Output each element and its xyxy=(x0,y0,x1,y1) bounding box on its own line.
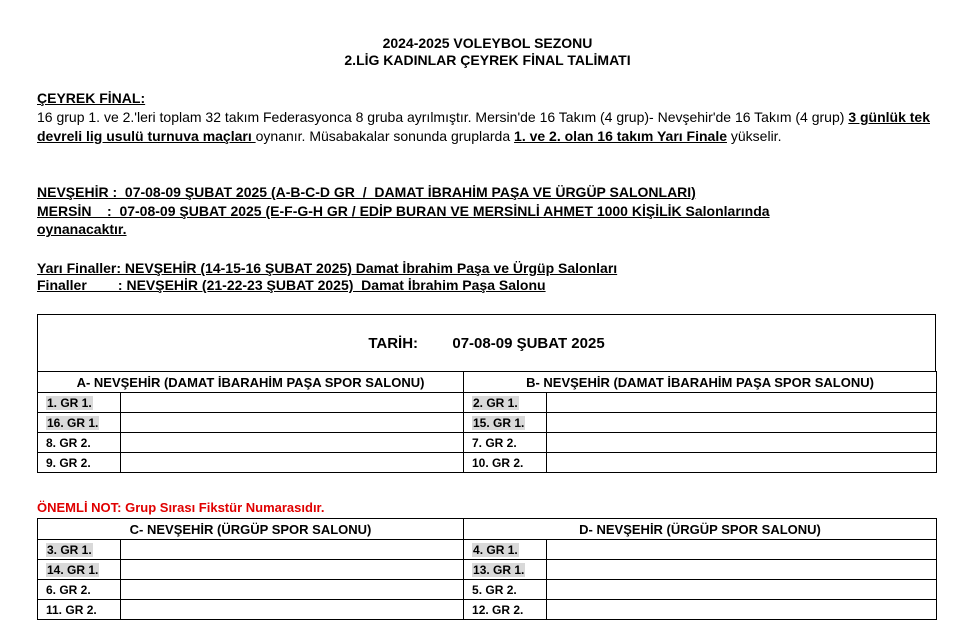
intro-text-2: oynanır. Müsabakalar sonunda gruplarda xyxy=(255,128,515,144)
important-note: ÖNEMLİ NOT: Grup Sırası Fikstür Numarasıdır. xyxy=(37,500,325,515)
table-row xyxy=(38,600,937,620)
date-label: TARİH: xyxy=(368,335,419,352)
group-a-slot: 9. GR 2. xyxy=(46,455,91,470)
group-c-header: C- NEVŞEHİR (ÜRGÜP SPOR SALONU) xyxy=(38,519,464,540)
date-value: 07-08-09 ŞUBAT 2025 xyxy=(452,335,605,352)
group-c-slot: 14. GR 1. xyxy=(47,562,99,577)
group-a-slot: 1. GR 1. xyxy=(47,395,92,410)
group-b-header: B- NEVŞEHİR (DAMAT İBARAHİM PAŞA SPOR SALONU) xyxy=(464,372,937,393)
doc-title-season: 2024-2025 VOLEYBOL SEZONU xyxy=(382,35,593,51)
intro-emphasis-2: 1. ve 2. olan 16 takım Yarı Finale xyxy=(514,128,727,144)
intro-text-3: yükselir. xyxy=(727,128,782,144)
venue-mersin: MERSİN : 07-08-09 ŞUBAT 2025 (E-F-G-H GR / EDİP BURAN VE MERSİNLİ AHMET 1000 KİŞİLİK Salonlarında xyxy=(37,203,770,219)
group-b-slot: 15. GR 1. xyxy=(473,415,525,430)
finals-line: Finaller : NEVŞEHİR (21-22-23 ŞUBAT 2025) Damat İbrahim Paşa Salonu xyxy=(37,277,546,293)
groups-table-top xyxy=(37,371,937,473)
group-b-slot: 2. GR 1. xyxy=(473,395,518,410)
group-c-slot: 6. GR 2. xyxy=(46,582,91,597)
table-row xyxy=(38,413,937,433)
group-d-slot: 13. GR 1. xyxy=(473,562,525,577)
semifinals-line: Yarı Finaller: NEVŞEHİR (14-15-16 ŞUBAT 2025) Damat İbrahim Paşa ve Ürgüp Salonları xyxy=(37,260,618,276)
venue-nevsehir: NEVŞEHİR : 07-08-09 ŞUBAT 2025 (A-B-C-D GR / DAMAT İBRAHİM PAŞA VE ÜRGÜP SALONLARI) xyxy=(37,184,696,200)
doc-title-instructions: 2.LİG KADINLAR ÇEYREK FİNAL TALİMATI xyxy=(344,52,631,68)
groups-table-bottom xyxy=(37,518,937,620)
intro-text-1: 16 grup 1. ve 2.'leri toplam 32 takım Federasyonca 8 gruba ayrılmıştır. Mersin'de 16 Takım (4 grup)- Nevşehir'de 16 Takım (4 grup) xyxy=(37,109,849,125)
table-row xyxy=(38,433,937,453)
group-a-slot: 16. GR 1. xyxy=(47,415,99,430)
table-row xyxy=(38,580,937,600)
date-line xyxy=(38,335,935,352)
table-row xyxy=(38,453,937,473)
group-c-slot: 3. GR 1. xyxy=(47,542,92,557)
group-b-slot: 10. GR 2. xyxy=(472,455,524,470)
intro-emphasis-1: 3 günlük tek devreli lig usulü turnuva maçları xyxy=(37,109,930,144)
group-a-slot: 8. GR 2. xyxy=(46,435,91,450)
group-a-header: A- NEVŞEHİR (DAMAT İBARAHİM PAŞA SPOR SALONU) xyxy=(38,372,464,393)
date-box xyxy=(37,314,936,372)
group-b-slot: 7. GR 2. xyxy=(472,435,517,450)
group-d-slot: 4. GR 1. xyxy=(473,542,518,557)
venue-mersin-continued: oynanacaktır. xyxy=(37,221,127,237)
group-d-slot: 12. GR 2. xyxy=(472,602,524,617)
group-d-header: D- NEVŞEHİR (ÜRGÜP SPOR SALONU) xyxy=(464,519,937,540)
intro-paragraph xyxy=(37,108,937,146)
table-row xyxy=(38,560,937,580)
intro-heading: ÇEYREK FİNAL: xyxy=(37,90,146,106)
group-c-slot: 11. GR 2. xyxy=(46,602,97,617)
group-d-slot: 5. GR 2. xyxy=(472,582,517,597)
intro-section xyxy=(37,89,937,146)
table-row xyxy=(38,540,937,560)
table-row xyxy=(38,393,937,413)
